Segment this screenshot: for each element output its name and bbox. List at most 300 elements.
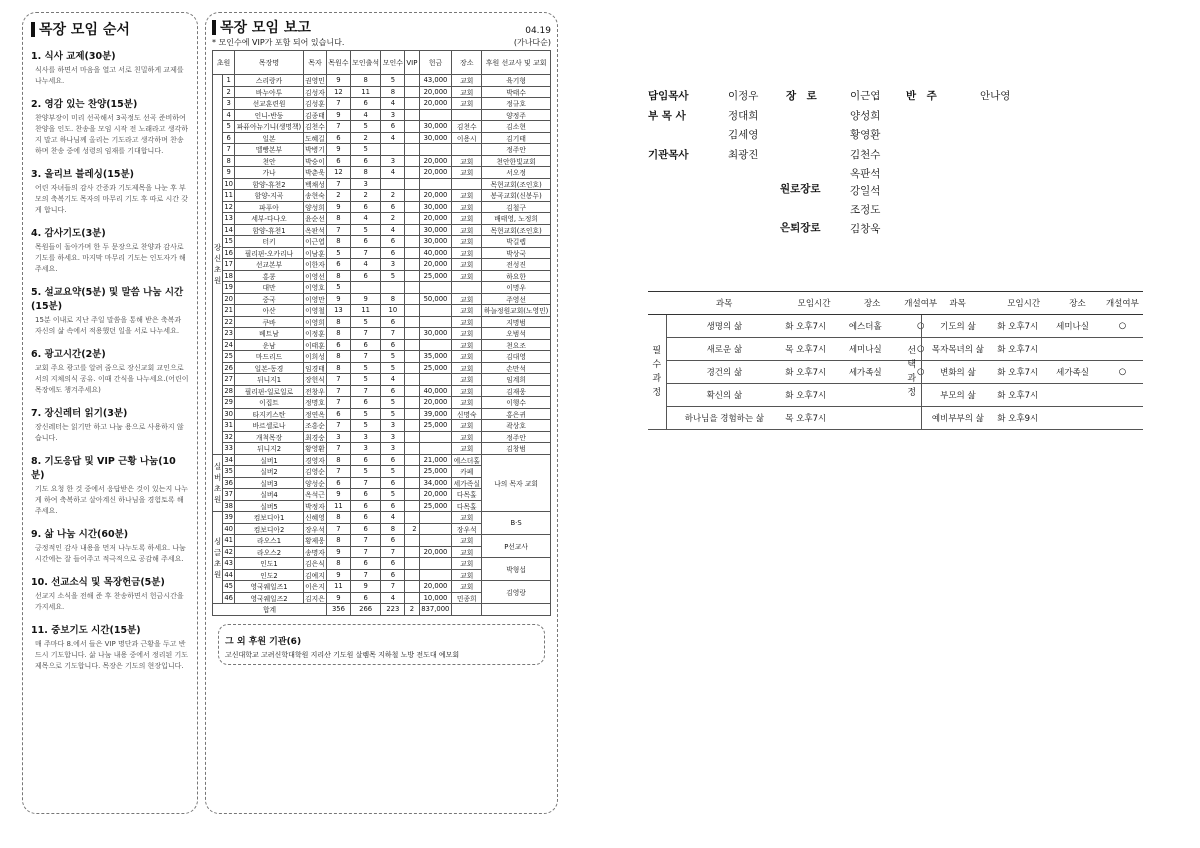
report-cell: 송명자	[303, 546, 326, 558]
report-cell: 7	[350, 546, 381, 558]
report-cell	[405, 224, 419, 236]
header-cell: 장소	[846, 292, 899, 315]
report-cell: 교회	[452, 293, 482, 305]
report-cell: 19	[224, 283, 234, 292]
course-cell: 화 오후7시	[782, 384, 846, 407]
report-cell: 김대영	[482, 351, 551, 363]
report-cell: 20,000	[419, 259, 452, 271]
report-cell: 9	[223, 167, 235, 179]
report-cell: 교회	[452, 328, 482, 340]
associate-pastor-label: 부 목 사	[648, 110, 686, 122]
report-cell	[405, 569, 419, 581]
report-cell: 9	[327, 75, 351, 87]
report-cell: 41	[224, 536, 234, 545]
report-cell: 아산	[235, 305, 304, 317]
report-cell: 24	[224, 340, 234, 349]
report-cell: 교회	[452, 535, 482, 547]
report-cell: 베트남	[235, 328, 304, 340]
report-cell: 실버1	[235, 454, 304, 466]
order-step-title: 8. 기도응답 및 VIP 근황 나눔(10분)	[31, 456, 176, 481]
header-cell: 모임시간	[994, 292, 1053, 315]
course-cell	[1102, 338, 1143, 361]
report-cell: 7	[223, 144, 235, 156]
associate-pastor-1: 정대희	[728, 110, 759, 122]
report-cell: 옥판석	[303, 224, 326, 236]
course-cell: 목 오후7시	[782, 407, 846, 430]
report-cell	[405, 581, 419, 593]
report-cell	[405, 293, 419, 305]
report-cell: 봉곡교회(신봉두)	[482, 190, 551, 202]
report-cell: 이한자	[303, 259, 326, 271]
course-cell: 화 오후7시	[994, 361, 1053, 384]
report-cell: 11	[350, 86, 381, 98]
report-cell: 15	[224, 237, 234, 246]
report-cell	[405, 201, 419, 213]
report-cell: 교회	[452, 420, 482, 432]
report-cell: 실버3	[235, 477, 304, 489]
report-cell: 50,000	[419, 293, 452, 305]
report-cell: 6	[381, 236, 405, 248]
report-cell: 29	[224, 398, 234, 407]
report-cell	[405, 592, 419, 604]
report-cell: 6	[350, 270, 381, 282]
report-cell: 40	[224, 524, 234, 533]
report-cell	[405, 397, 419, 409]
header-cell: VIP	[405, 51, 419, 75]
report-cell	[405, 270, 419, 282]
report-cell: 김예지	[303, 569, 326, 581]
report-cell: 6	[381, 339, 405, 351]
report-cell: 김창범	[482, 443, 551, 455]
report-cell: 교회	[452, 558, 482, 570]
report-cell: 김천수	[303, 121, 326, 133]
report-cell: 3	[350, 443, 381, 455]
report-cell: 전창우	[303, 385, 326, 397]
report-cell: 7	[327, 98, 351, 110]
accompanist-label: 반 주	[906, 90, 937, 102]
report-cell: 7	[350, 247, 381, 259]
table-row	[213, 328, 551, 340]
report-cell: 5	[350, 316, 381, 328]
report-cell: 25	[224, 352, 234, 361]
course-cell: 세가족실	[846, 361, 899, 384]
report-cell: 이태훈	[303, 339, 326, 351]
report-cell	[405, 454, 419, 466]
report-cell: 육기형	[482, 75, 551, 87]
table-row	[213, 581, 551, 593]
report-cell	[419, 144, 452, 156]
course-cell: 목자목녀의 삶	[921, 338, 994, 361]
report-cell: 3	[381, 420, 405, 432]
report-cell: 28	[224, 386, 234, 395]
meeting-report-panel	[205, 12, 558, 814]
report-cell: 4	[381, 512, 405, 524]
report-cell: 5	[381, 489, 405, 501]
report-cell: 김종태	[303, 109, 326, 121]
report-cell: 10	[381, 305, 405, 317]
report-cell: 박상국	[482, 247, 551, 259]
order-step-desc: 15분 이내로 지난 주일 말씀을 통해 받은 축복과 자신의 삶 속에서 적용했던 일을 서로 나누세요.	[35, 316, 182, 335]
report-cell: 영국웨일즈2	[235, 592, 304, 604]
report-cell: 8	[327, 558, 351, 570]
report-cell: 6	[350, 592, 381, 604]
retired-elder: 김창욱	[850, 223, 881, 235]
other-support-box	[218, 624, 545, 665]
report-cell: 박태수	[482, 86, 551, 98]
report-cell: 함양-지곡	[235, 190, 304, 202]
course-cell: 하나님을 경험하는 삶	[666, 407, 782, 430]
report-cell: 11	[327, 581, 351, 593]
report-cell: 6	[350, 155, 381, 167]
report-cell	[381, 144, 405, 156]
report-cell: 7	[381, 328, 405, 340]
report-cell: 2	[405, 523, 419, 535]
report-note: * 모인수에 VIP가 포함 되어 있습니다.	[212, 38, 345, 47]
report-cell	[405, 339, 419, 351]
report-date	[525, 26, 551, 37]
report-cell: 이영선	[303, 270, 326, 282]
report-cell: 타지키스탄	[235, 408, 304, 420]
report-cell: 천요조	[482, 339, 551, 351]
report-cell: 세부-다나오	[235, 213, 304, 225]
report-cell: 30,000	[419, 132, 452, 144]
report-cell: 황영환	[303, 443, 326, 455]
elder-3: 황영환	[850, 129, 881, 141]
course-cell: ○	[1102, 315, 1143, 338]
mission-cell: 박형섭	[482, 558, 551, 581]
report-cell	[482, 604, 551, 616]
header-cell: 모인출석	[350, 51, 381, 75]
report-cell	[419, 431, 452, 443]
report-cell	[452, 282, 482, 294]
report-cell: 양성순	[303, 477, 326, 489]
report-cell: 2	[350, 190, 381, 202]
report-cell: 7	[327, 178, 351, 190]
report-cell	[405, 144, 419, 156]
course-cell: ○	[1102, 361, 1143, 384]
report-cell: 8	[381, 86, 405, 98]
order-step	[31, 48, 189, 87]
report-cell: 이근엽	[303, 236, 326, 248]
report-cell: 교회	[452, 512, 482, 524]
header-cell: 목원수	[327, 51, 351, 75]
report-cell	[405, 374, 419, 386]
report-cell	[405, 328, 419, 340]
report-cell: 6	[381, 535, 405, 547]
report-cell: 3	[381, 155, 405, 167]
report-cell: 이남훈	[303, 247, 326, 259]
emeritus-elder-2: 조정도	[850, 204, 881, 216]
course-header-row	[648, 292, 943, 315]
order-step-desc: 어린 자녀들의 감사 간증과 기도제목을 나눈 후 부모의 축복기도 목자의 마무리 기도 후 따로 시간 갖게 합니다.	[35, 184, 189, 214]
report-cell: 6	[381, 121, 405, 133]
report-cell: 837,000	[419, 604, 452, 616]
report-cell: 필리핀-오카리나	[235, 247, 304, 259]
report-cell: 20	[224, 294, 234, 303]
table-row	[213, 282, 551, 294]
report-cell: 5	[381, 466, 405, 478]
emeritus-elder-label: 원로장로	[780, 183, 821, 195]
report-cell: 9	[327, 201, 351, 213]
report-cell: 황제웅	[303, 535, 326, 547]
group-label: 장신초원	[213, 75, 223, 455]
mission-cell: P선교사	[482, 535, 551, 558]
mission-cell: 나의 목자 교회	[482, 454, 551, 512]
report-cell: 스리랑카	[235, 75, 304, 87]
report-cell: 터키	[235, 236, 304, 248]
table-row	[213, 431, 551, 443]
course-cell: 확신의 삶	[666, 384, 782, 407]
report-cell: 6	[350, 397, 381, 409]
report-cell: 마드리드	[235, 351, 304, 363]
report-cell: 교회	[452, 305, 482, 317]
report-cell: 8	[381, 293, 405, 305]
course-cell: 화 오후7시	[994, 315, 1053, 338]
report-cell	[405, 247, 419, 259]
report-cell: 20,000	[419, 167, 452, 179]
table-row	[213, 535, 551, 547]
order-step	[31, 622, 189, 672]
report-cell: 2	[350, 132, 381, 144]
report-cell: 9	[350, 581, 381, 593]
report-cell	[419, 178, 452, 190]
order-step-desc: 매 주마다 8.에서 들은 VIP 명단과 근황을 두고 반드시 기도합니다. 삶 나눔 내용 중에서 정리된 기도제목으로 기도합니다. 목장은 기도의 현장입니다.	[35, 640, 189, 670]
report-cell: 20,000	[419, 86, 452, 98]
report-cell: 교회	[452, 351, 482, 363]
report-cell: 김영순	[303, 466, 326, 478]
order-step-desc: 찬양부장이 미리 선곡해서 3곡정도 선곡 준비하여 찬양을 인도. 찬송을 모임 시작 전 노래라고 생각하지 말고 하나님께 올리는 기도라고 생각하며 찬송하며 찬송 중에 성령의 임재를 기대합니다.	[35, 114, 189, 155]
report-cell: 교회	[452, 247, 482, 259]
report-cell: 김은식	[303, 558, 326, 570]
report-cell	[405, 75, 419, 87]
report-cell: 356	[327, 604, 351, 616]
report-cell: 10	[224, 179, 234, 188]
report-cell	[419, 339, 452, 351]
report-cell: 6	[381, 500, 405, 512]
report-cell: 박춘욱	[303, 167, 326, 179]
report-cell: 6	[381, 477, 405, 489]
course-row	[903, 315, 1143, 338]
retired-elder-label: 은퇴장로	[780, 222, 821, 234]
report-cell	[405, 558, 419, 570]
report-cell: 송현숙	[303, 190, 326, 202]
group-label: 실버초원	[213, 454, 223, 512]
report-table	[212, 50, 551, 616]
report-cell	[405, 167, 419, 179]
course-row	[648, 338, 943, 361]
report-cell: 인니-반둥	[235, 109, 304, 121]
report-cell: 20,000	[419, 581, 452, 593]
table-row	[213, 236, 551, 248]
report-cell: 21	[224, 306, 234, 315]
report-cell	[405, 443, 419, 455]
report-cell: 8	[327, 512, 351, 524]
report-cell: 박승이	[303, 155, 326, 167]
report-cell: 다목홀	[452, 489, 482, 501]
order-step-title: 10. 선교소식 및 목장헌금(5분)	[31, 577, 165, 588]
report-cell: 4	[350, 109, 381, 121]
report-cell: 6	[350, 523, 381, 535]
report-cell: 개척목장	[235, 431, 304, 443]
report-cell: 6	[327, 339, 351, 351]
associate-pastor-2: 김세영	[728, 129, 759, 141]
report-cell: 7	[350, 328, 381, 340]
report-header	[212, 17, 551, 37]
report-cell: 6	[381, 454, 405, 466]
report-cell: 선교훈련원	[235, 98, 304, 110]
report-cell: 1	[223, 75, 235, 87]
report-cell: 20,000	[419, 190, 452, 202]
report-cell	[405, 109, 419, 121]
order-step-desc: 장신레터는 읽기만 하고 나눔 용으로 사용하지 않습니다.	[35, 423, 184, 442]
course-cell: 화 오후7시	[782, 361, 846, 384]
report-cell: 필리핀-일로일로	[235, 385, 304, 397]
course-cell: 세가족실	[1053, 361, 1102, 384]
course-row	[648, 384, 943, 407]
report-cell: 6	[350, 454, 381, 466]
report-cell	[405, 236, 419, 248]
report-cell: 정주안	[482, 431, 551, 443]
report-cell: 9	[327, 592, 351, 604]
report-cell: 2	[405, 604, 419, 616]
order-step-title: 2. 영감 있는 찬양(15분)	[31, 99, 138, 110]
report-cell: 이행수	[482, 397, 551, 409]
report-cell: 교회	[452, 75, 482, 87]
report-cell: 4	[381, 224, 405, 236]
report-cell	[405, 351, 419, 363]
report-cell: 컴보디아2	[235, 523, 304, 535]
report-cell	[405, 408, 419, 420]
report-cell: 2	[223, 86, 235, 98]
report-cell: 8	[350, 167, 381, 179]
report-cell: 천안	[235, 155, 304, 167]
report-cell	[405, 362, 419, 374]
course-row	[903, 407, 1143, 430]
report-cell	[405, 489, 419, 501]
order-step	[31, 96, 189, 157]
other-support-list: 고신대학교 고려신학대학원 지리산 기도원 살렘목 지하철 노방 전도대 예모회	[225, 650, 460, 659]
report-cell	[405, 86, 419, 98]
report-cell: 6	[223, 132, 235, 144]
course-header-row	[903, 292, 1143, 315]
order-step-desc: 식사를 하면서 마음을 열고 서로 친밀하게 교제를 나누세요.	[35, 66, 184, 85]
report-cell	[419, 512, 452, 524]
report-cell: 3	[223, 98, 235, 110]
report-cell: 40,000	[419, 247, 452, 259]
report-cell: 최경숭	[303, 431, 326, 443]
report-cell	[419, 558, 452, 570]
table-row	[213, 512, 551, 524]
report-cell	[405, 178, 419, 190]
table-row	[213, 305, 551, 317]
report-cell: 25,000	[419, 420, 452, 432]
report-cell: 실버5	[235, 500, 304, 512]
report-cell	[419, 523, 452, 535]
course-cell: 부모의 삶	[921, 384, 994, 407]
report-cell: 223	[381, 604, 405, 616]
report-cell: 합계	[213, 604, 327, 616]
report-cell: 34	[224, 455, 234, 464]
report-cell: 교회	[452, 397, 482, 409]
course-cell: ○	[898, 338, 943, 361]
report-cell	[405, 155, 419, 167]
senior-pastor: 이정우	[728, 90, 759, 102]
report-cell: 세가족실	[452, 477, 482, 489]
report-cell: 박정자	[303, 500, 326, 512]
report-cell	[452, 178, 482, 190]
report-cell: 3	[381, 443, 405, 455]
report-cell: 2	[381, 213, 405, 225]
report-cell: 임계희	[482, 374, 551, 386]
report-cell: 30,000	[419, 224, 452, 236]
report-cell: 25,000	[419, 362, 452, 374]
report-cell: 교회	[452, 385, 482, 397]
table-row	[213, 270, 551, 282]
report-cell: 43,000	[419, 75, 452, 87]
accompanist: 안나영	[980, 90, 1011, 102]
report-cell: 백채성	[303, 178, 326, 190]
report-cell: 8	[327, 270, 351, 282]
report-cell: 25,000	[419, 500, 452, 512]
report-cell: 장우석	[303, 523, 326, 535]
course-cell: ○	[898, 361, 943, 384]
report-cell: 3	[350, 431, 381, 443]
report-cell: 목현교회(조인호)	[482, 178, 551, 190]
order-step-title: 5. 설교요약(5분) 및 말씀 나눔 시간(15분)	[31, 287, 184, 312]
mission-cell: B·S	[482, 512, 551, 535]
report-cell: 뒤니지2	[235, 443, 304, 455]
report-cell: 양성희	[303, 201, 326, 213]
report-cell: 대만	[235, 282, 304, 294]
report-cell: 6	[381, 569, 405, 581]
report-cell: 에스더홀	[452, 454, 482, 466]
report-cell: 46	[224, 593, 234, 602]
report-cell: 5	[350, 224, 381, 236]
table-row	[213, 144, 551, 156]
report-sort-note: (가나다순)	[513, 38, 551, 47]
report-cell: 임경태	[303, 362, 326, 374]
report-cell: 옥석근	[303, 489, 326, 501]
table-row	[213, 351, 551, 363]
course-cell: 에스더홀	[846, 315, 899, 338]
report-cell: 5	[381, 351, 405, 363]
report-cell	[452, 604, 482, 616]
header-cell: 모임시간	[782, 292, 846, 315]
report-cell: 교회	[452, 316, 482, 328]
report-cell: 중국	[235, 293, 304, 305]
report-cell: 실버4	[235, 489, 304, 501]
report-cell: 30,000	[419, 328, 452, 340]
report-cell	[405, 420, 419, 432]
report-cell: 33	[224, 444, 234, 453]
report-cell: 조흥순	[303, 420, 326, 432]
order-step	[31, 405, 189, 444]
report-cell: 14	[224, 225, 234, 234]
report-cell: 윤순선	[303, 213, 326, 225]
report-cell: 6	[381, 201, 405, 213]
report-cell: 5	[350, 420, 381, 432]
header-cell: 개설여부	[1102, 292, 1143, 315]
order-step	[31, 526, 189, 565]
report-cell: 27	[224, 375, 234, 384]
report-cell: 곽상호	[482, 420, 551, 432]
table-row	[213, 397, 551, 409]
report-cell: 하요한	[482, 270, 551, 282]
report-cell: 교회	[452, 339, 482, 351]
course-cell: 변화의 삶	[921, 361, 994, 384]
report-cell	[405, 535, 419, 547]
report-cell: 6	[350, 339, 381, 351]
